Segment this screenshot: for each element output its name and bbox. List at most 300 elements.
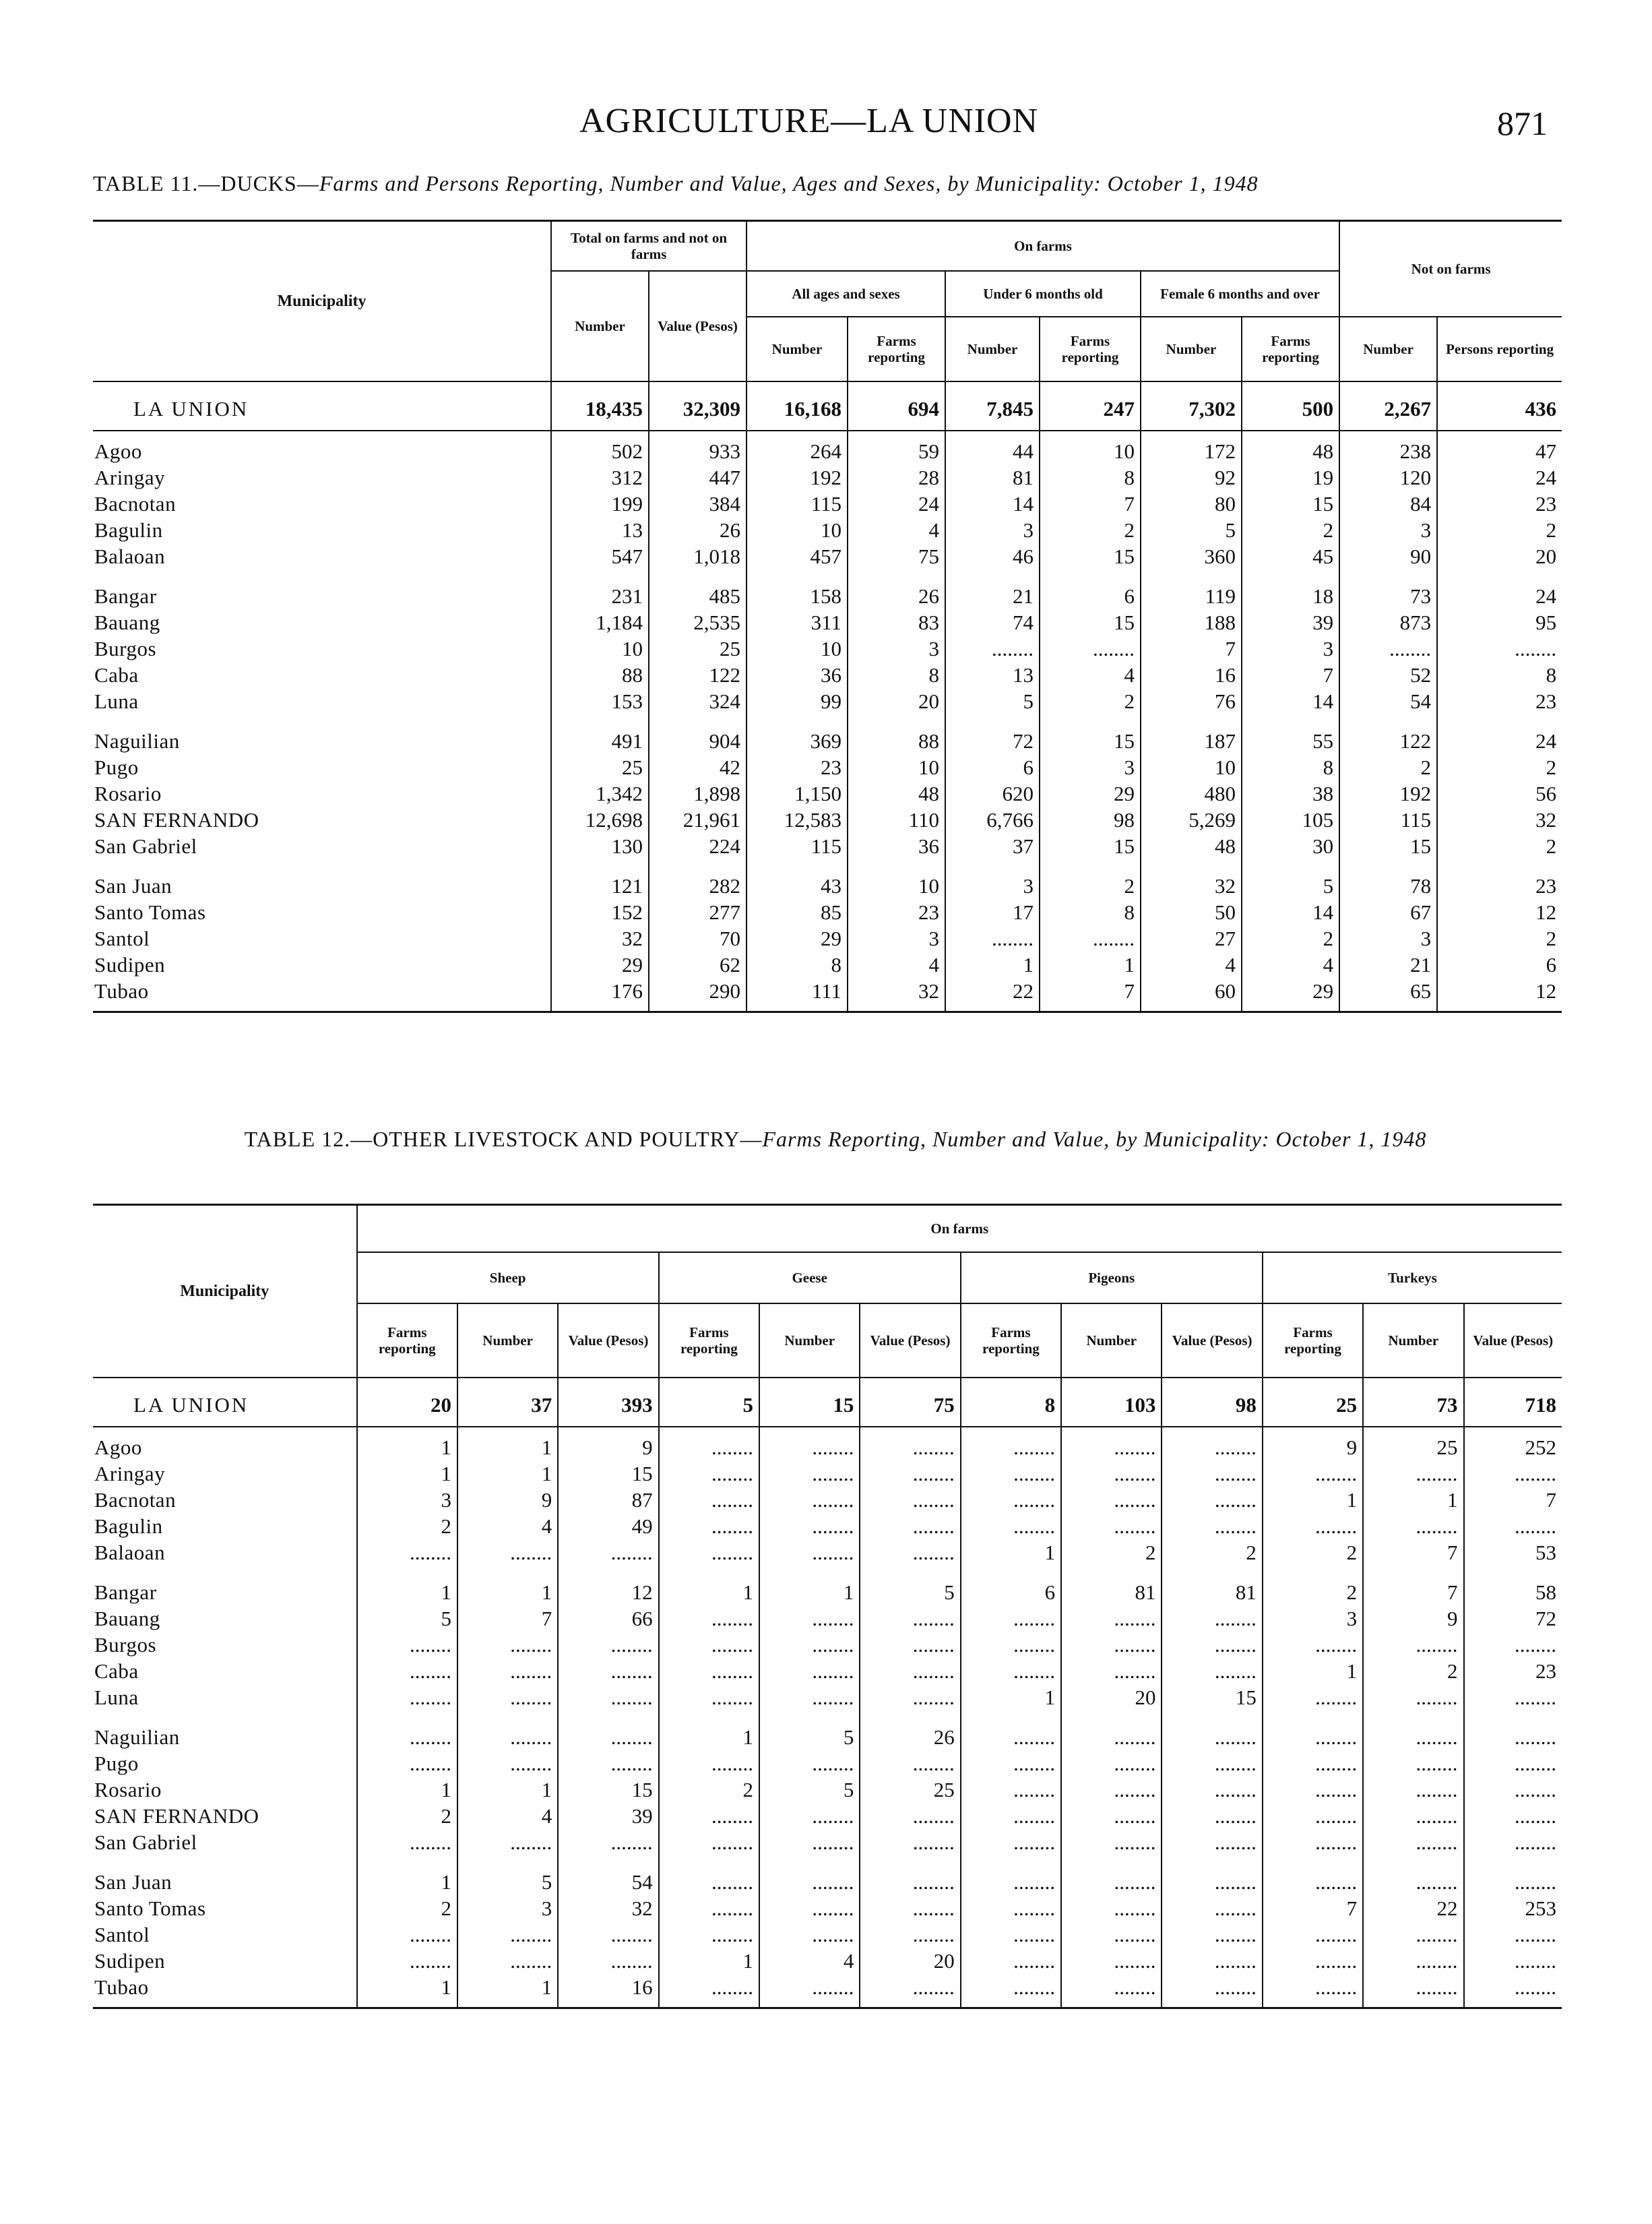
value-cell: ........ — [1464, 1632, 1562, 1658]
value-cell: 7,845 — [945, 381, 1040, 431]
value-cell: 7 — [1040, 978, 1141, 1012]
value-cell: 32 — [558, 1895, 658, 1921]
value-cell: 14 — [945, 491, 1040, 517]
value-cell: ........ — [961, 1460, 1061, 1487]
value-cell: 7 — [1464, 1487, 1562, 1513]
municipality-cell: Bauang — [94, 610, 160, 634]
table-row — [93, 833, 1562, 859]
geese-value-header: Value (Pesos) — [860, 1303, 960, 1378]
value-cell: 9 — [558, 1427, 658, 1460]
value-cell: 1 — [961, 1539, 1061, 1566]
value-cell: ........ — [1061, 1605, 1162, 1632]
value-cell: ........ — [1464, 1684, 1562, 1710]
value-cell: 12 — [1437, 899, 1562, 925]
value-cell: ........ — [457, 1539, 558, 1566]
value-cell: ........ — [860, 1460, 960, 1487]
value-cell: 19 — [1242, 464, 1339, 491]
table-row — [93, 1921, 1562, 1948]
value-cell: 718 — [1464, 1378, 1562, 1427]
value-cell: 16,168 — [746, 381, 848, 431]
value-cell: ........ — [1263, 1921, 1363, 1948]
value-cell: ........ — [558, 1632, 658, 1658]
value-cell: 25 — [1263, 1378, 1363, 1427]
value-cell: ........ — [1363, 1829, 1463, 1855]
municipality-cell: Caba — [94, 1659, 139, 1683]
value-cell: ........ — [1263, 1948, 1363, 1974]
value-cell: 29 — [1242, 978, 1339, 1012]
value-cell: 199 — [551, 491, 649, 517]
value-cell: 23 — [746, 754, 848, 780]
value-cell: 1 — [457, 1427, 558, 1460]
value-cell: 393 — [558, 1378, 658, 1427]
value-cell: ........ — [1162, 1974, 1262, 2008]
under-6-farms-header: Farms reporting — [1040, 317, 1141, 381]
value-cell: ........ — [1363, 1855, 1463, 1895]
value-cell: 67 — [1339, 899, 1437, 925]
value-cell: 39 — [1242, 609, 1339, 636]
value-cell: 2 — [1162, 1539, 1262, 1566]
municipality-cell: Pugo — [94, 1751, 139, 1775]
value-cell: ........ — [759, 1855, 860, 1895]
value-cell: 20 — [1437, 543, 1562, 569]
value-cell: 8 — [746, 952, 848, 978]
value-cell: ........ — [357, 1750, 457, 1777]
value-cell: 29 — [551, 952, 649, 978]
value-cell: 2,535 — [649, 609, 746, 636]
value-cell: 23 — [1437, 859, 1562, 899]
value-cell: 4 — [759, 1948, 860, 1974]
value-cell: 5 — [1242, 859, 1339, 899]
value-cell: 1 — [659, 1948, 759, 1974]
value-cell: 10 — [746, 517, 848, 543]
value-cell: ........ — [1263, 1632, 1363, 1658]
value-cell: ........ — [1162, 1487, 1262, 1513]
value-cell: 1 — [457, 1777, 558, 1803]
value-cell: 491 — [551, 714, 649, 754]
value-cell: 277 — [649, 899, 746, 925]
value-cell: ........ — [1162, 1632, 1262, 1658]
municipality-cell: Aringay — [94, 1461, 166, 1485]
value-cell: ........ — [659, 1684, 759, 1710]
value-cell: 99 — [746, 688, 848, 714]
value-cell: 502 — [551, 431, 649, 464]
municipality-cell: Bacnotan — [94, 491, 177, 516]
value-cell: 23 — [1437, 688, 1562, 714]
value-cell: ........ — [1040, 925, 1141, 952]
value-cell: 98 — [1162, 1378, 1262, 1427]
value-cell: 6,766 — [945, 807, 1040, 833]
value-cell: 12 — [558, 1566, 658, 1605]
value-cell: 8 — [1040, 899, 1141, 925]
value-cell: ........ — [860, 1921, 960, 1948]
value-cell: ........ — [1162, 1855, 1262, 1895]
table-row — [93, 1684, 1562, 1710]
value-cell: 5,269 — [1141, 807, 1242, 833]
municipality-cell: Agoo — [94, 1435, 142, 1459]
value-cell: ........ — [1464, 1513, 1562, 1539]
value-cell: ........ — [860, 1803, 960, 1829]
not-on-farms-persons-header: Persons reporting — [1437, 317, 1562, 381]
value-cell: 50 — [1141, 899, 1242, 925]
value-cell: 1,184 — [551, 609, 649, 636]
value-cell: ........ — [1061, 1658, 1162, 1684]
value-cell: 32 — [848, 978, 945, 1012]
value-cell: 8 — [961, 1378, 1061, 1427]
value-cell: ........ — [860, 1895, 960, 1921]
value-cell: ........ — [1437, 636, 1562, 662]
value-cell: ........ — [357, 1829, 457, 1855]
value-cell: ........ — [961, 1855, 1061, 1895]
municipality-cell: Naguilian — [94, 1725, 180, 1749]
value-cell: 10 — [848, 754, 945, 780]
value-cell: 115 — [746, 491, 848, 517]
value-cell: 12,698 — [551, 807, 649, 833]
value-cell: 25 — [1363, 1427, 1463, 1460]
value-cell: 75 — [848, 543, 945, 569]
value-cell: 2 — [1437, 517, 1562, 543]
value-cell: 121 — [551, 859, 649, 899]
value-cell: ........ — [759, 1632, 860, 1658]
table-11-caption-label: TABLE 11.—DUCKS— — [93, 171, 319, 195]
value-cell: 369 — [746, 714, 848, 754]
value-cell: 10 — [1141, 754, 1242, 780]
value-cell: 7 — [1141, 636, 1242, 662]
value-cell: 24 — [1437, 569, 1562, 609]
value-cell: 2 — [1363, 1658, 1463, 1684]
pigeons-value-header: Value (Pesos) — [1162, 1303, 1262, 1378]
female-number-header: Number — [1141, 317, 1242, 381]
table-row — [93, 1605, 1562, 1632]
value-cell: ........ — [558, 1948, 658, 1974]
value-cell: 324 — [649, 688, 746, 714]
value-cell: ........ — [457, 1710, 558, 1750]
value-cell: ........ — [457, 1921, 558, 1948]
value-cell: 6 — [1040, 569, 1141, 609]
value-cell: ........ — [1061, 1427, 1162, 1460]
value-cell: 2 — [1437, 925, 1562, 952]
value-cell: 10 — [746, 636, 848, 662]
value-cell: 7,302 — [1141, 381, 1242, 431]
value-cell: 10 — [1040, 431, 1141, 464]
value-cell: 224 — [649, 833, 746, 859]
value-cell: ........ — [1464, 1921, 1562, 1948]
value-cell: ........ — [1363, 1684, 1463, 1710]
value-cell: 5 — [659, 1378, 759, 1427]
municipality-cell: SAN FERNANDO — [94, 1803, 259, 1828]
value-cell: 3 — [848, 636, 945, 662]
value-cell: ........ — [961, 1658, 1061, 1684]
value-cell: 81 — [945, 464, 1040, 491]
value-cell: ........ — [1464, 1855, 1562, 1895]
table-row — [93, 1777, 1562, 1803]
under-6-months-header: Under 6 months old — [945, 271, 1141, 317]
value-cell: 172 — [1141, 431, 1242, 464]
municipality-header: Municipality — [93, 221, 551, 381]
value-cell: 52 — [1339, 662, 1437, 688]
value-cell: ........ — [759, 1974, 860, 2008]
value-cell: 4 — [457, 1513, 558, 1539]
value-cell: ........ — [357, 1710, 457, 1750]
value-cell: ........ — [759, 1895, 860, 1921]
value-cell: ........ — [860, 1632, 960, 1658]
value-cell: 238 — [1339, 431, 1437, 464]
value-cell: ........ — [759, 1921, 860, 1948]
table-row — [93, 1513, 1562, 1539]
value-cell: ........ — [659, 1750, 759, 1777]
pigeons-header: Pigeons — [961, 1252, 1263, 1303]
value-cell: 1 — [457, 1460, 558, 1487]
value-cell: ........ — [1363, 1974, 1463, 2008]
value-cell: 500 — [1242, 381, 1339, 431]
value-cell: ........ — [659, 1632, 759, 1658]
table-11-caption — [93, 168, 1562, 198]
table-12-caption-text: Farms Reporting, Number and Value, by Municipality: October 1, 1948 — [762, 1127, 1427, 1151]
value-cell: ........ — [558, 1750, 658, 1777]
value-cell: ........ — [659, 1539, 759, 1566]
value-cell: ........ — [860, 1974, 960, 2008]
value-cell: ........ — [961, 1632, 1061, 1658]
value-cell: 26 — [848, 569, 945, 609]
value-cell: 1 — [1363, 1487, 1463, 1513]
value-cell: 1 — [659, 1710, 759, 1750]
value-cell: 32 — [1437, 807, 1562, 833]
value-cell: 49 — [558, 1513, 658, 1539]
value-cell: ........ — [759, 1513, 860, 1539]
value-cell: ........ — [357, 1684, 457, 1710]
municipality-cell: Pugo — [94, 755, 139, 779]
value-cell: ........ — [1162, 1948, 1262, 1974]
value-cell: 12 — [1437, 978, 1562, 1012]
female-6-months-header: Female 6 months and over — [1141, 271, 1339, 317]
value-cell: 1 — [457, 1566, 558, 1605]
value-cell: 23 — [848, 899, 945, 925]
value-cell: 20 — [1061, 1684, 1162, 1710]
value-cell: 48 — [1242, 431, 1339, 464]
value-cell: 3 — [1339, 517, 1437, 543]
on-farms-header: On farms — [357, 1205, 1562, 1252]
value-cell: 115 — [746, 833, 848, 859]
geese-farms-reporting-header: Farms reporting — [659, 1303, 759, 1378]
value-cell: 485 — [649, 569, 746, 609]
value-cell: ........ — [961, 1803, 1061, 1829]
value-cell: 53 — [1464, 1539, 1562, 1566]
value-cell: ........ — [1363, 1513, 1463, 1539]
value-cell: 3 — [357, 1487, 457, 1513]
value-cell: ........ — [1263, 1513, 1363, 1539]
value-cell: 24 — [1437, 714, 1562, 754]
value-cell: 76 — [1141, 688, 1242, 714]
table-row — [93, 978, 1562, 1012]
total-group-header: Total on farms and not on farms — [551, 221, 746, 271]
under-6-number-header: Number — [945, 317, 1040, 381]
value-cell: ........ — [659, 1855, 759, 1895]
value-cell: 1 — [1263, 1658, 1363, 1684]
value-cell: 32,309 — [649, 381, 746, 431]
value-cell: ........ — [1162, 1605, 1262, 1632]
value-cell: ........ — [1061, 1513, 1162, 1539]
value-cell: ........ — [1464, 1777, 1562, 1803]
value-cell: 480 — [1141, 780, 1242, 807]
value-cell: ........ — [860, 1855, 960, 1895]
value-cell: ........ — [558, 1921, 658, 1948]
value-cell: ........ — [1061, 1974, 1162, 2008]
table-row — [93, 688, 1562, 714]
not-on-farms-number-header: Number — [1339, 317, 1437, 381]
value-cell: 4 — [848, 952, 945, 978]
geese-number-header: Number — [759, 1303, 860, 1378]
value-cell: ........ — [860, 1513, 960, 1539]
value-cell: ........ — [457, 1750, 558, 1777]
value-cell: 20 — [860, 1948, 960, 1974]
value-cell: 37 — [945, 833, 1040, 859]
value-cell: 24 — [1437, 464, 1562, 491]
not-on-farms-header: Not on farms — [1339, 221, 1562, 317]
all-ages-number-header: Number — [746, 317, 848, 381]
value-cell: 48 — [848, 780, 945, 807]
value-cell: 43 — [746, 859, 848, 899]
value-cell: 7 — [457, 1605, 558, 1632]
value-cell: 54 — [1339, 688, 1437, 714]
municipality-cell: San Juan — [94, 1870, 172, 1894]
table-row — [93, 543, 1562, 569]
value-cell: 264 — [746, 431, 848, 464]
municipality-cell: Tubao — [93, 1974, 357, 2008]
value-cell: 8 — [848, 662, 945, 688]
value-cell: ........ — [945, 925, 1040, 952]
page-header — [0, 101, 1652, 155]
value-cell: 6 — [961, 1566, 1061, 1605]
table-row — [93, 517, 1562, 543]
value-cell: ........ — [1363, 1750, 1463, 1777]
table-row — [93, 807, 1562, 833]
municipality-cell: Santo Tomas — [94, 900, 206, 924]
municipality-cell: San Gabriel — [94, 834, 197, 858]
value-cell: 88 — [551, 662, 649, 688]
value-cell: ........ — [558, 1829, 658, 1855]
value-cell: 46 — [945, 543, 1040, 569]
table-row — [93, 1750, 1562, 1777]
value-cell: ........ — [961, 1513, 1061, 1539]
value-cell: 81 — [1162, 1566, 1262, 1605]
value-cell: 8 — [1242, 754, 1339, 780]
value-cell: 26 — [860, 1710, 960, 1750]
female-farms-header: Farms reporting — [1242, 317, 1339, 381]
value-cell: ........ — [1464, 1750, 1562, 1777]
table-row — [93, 952, 1562, 978]
value-cell: ........ — [759, 1605, 860, 1632]
value-cell: 98 — [1040, 807, 1141, 833]
value-cell: 5 — [945, 688, 1040, 714]
value-cell: ........ — [961, 1777, 1061, 1803]
value-cell: ........ — [860, 1487, 960, 1513]
municipality-cell: Agoo — [94, 439, 142, 463]
value-cell: 9 — [1363, 1605, 1463, 1632]
value-cell: 7 — [1363, 1566, 1463, 1605]
value-cell: 84 — [1339, 491, 1437, 517]
value-cell: ........ — [357, 1658, 457, 1684]
value-cell: ........ — [961, 1974, 1061, 2008]
value-cell: 25 — [551, 754, 649, 780]
value-cell: 5 — [357, 1605, 457, 1632]
value-cell: 17 — [945, 899, 1040, 925]
value-cell: ........ — [457, 1632, 558, 1658]
value-cell: 1 — [457, 1974, 558, 2008]
value-cell: 85 — [746, 899, 848, 925]
value-cell: 15 — [1040, 609, 1141, 636]
municipality-cell: San Gabriel — [94, 1830, 197, 1854]
value-cell: 15 — [1162, 1684, 1262, 1710]
value-cell: ........ — [1339, 636, 1437, 662]
value-cell: ........ — [357, 1632, 457, 1658]
value-cell: 65 — [1339, 978, 1437, 1012]
value-cell: 122 — [1339, 714, 1437, 754]
turkeys-value-header: Value (Pesos) — [1464, 1303, 1562, 1378]
value-cell: ........ — [659, 1427, 759, 1460]
value-cell: 45 — [1242, 543, 1339, 569]
value-cell: 2 — [1061, 1539, 1162, 1566]
value-cell: 20 — [357, 1378, 457, 1427]
value-cell: ........ — [357, 1539, 457, 1566]
table-row — [93, 780, 1562, 807]
value-cell: ........ — [1162, 1710, 1262, 1750]
table-row — [93, 899, 1562, 925]
value-cell: ........ — [1162, 1921, 1262, 1948]
value-cell: ........ — [945, 636, 1040, 662]
value-cell: 24 — [848, 491, 945, 517]
value-cell: ........ — [1061, 1895, 1162, 1921]
value-cell: 111 — [746, 978, 848, 1012]
value-cell: 18,435 — [551, 381, 649, 431]
value-cell: 3 — [945, 859, 1040, 899]
value-cell: 873 — [1339, 609, 1437, 636]
value-cell: 1 — [357, 1974, 457, 2008]
value-cell: 933 — [649, 431, 746, 464]
value-cell: 2,267 — [1339, 381, 1437, 431]
value-cell: 384 — [649, 491, 746, 517]
value-cell: ........ — [659, 1895, 759, 1921]
table-row — [93, 569, 1562, 609]
value-cell: 38 — [1242, 780, 1339, 807]
geese-header: Geese — [659, 1252, 961, 1303]
table-11-caption-text: Farms and Persons Reporting, Number and Value, Ages and Sexes, by Municipality: October 1, 1948 — [319, 171, 1259, 195]
value-cell: 14 — [1242, 899, 1339, 925]
municipality-cell: Caba — [94, 662, 139, 687]
value-cell: ........ — [457, 1829, 558, 1855]
value-cell: 78 — [1339, 859, 1437, 899]
value-cell: 73 — [1363, 1378, 1463, 1427]
value-cell: ........ — [457, 1948, 558, 1974]
sheep-header: Sheep — [357, 1252, 659, 1303]
value-cell: ........ — [659, 1974, 759, 2008]
municipality-cell: Balaoan — [94, 544, 166, 568]
value-cell: 1,150 — [746, 780, 848, 807]
value-cell: 187 — [1141, 714, 1242, 754]
sheep-farms-reporting-header: Farms reporting — [357, 1303, 457, 1378]
value-cell: ........ — [1363, 1777, 1463, 1803]
value-cell: 192 — [1339, 780, 1437, 807]
value-cell: ........ — [1363, 1803, 1463, 1829]
municipality-cell: Balaoan — [94, 1540, 166, 1564]
value-cell: 153 — [551, 688, 649, 714]
value-cell: 15 — [558, 1460, 658, 1487]
value-cell: 1 — [759, 1566, 860, 1605]
value-cell: ........ — [1464, 1460, 1562, 1487]
value-cell: ........ — [860, 1605, 960, 1632]
value-cell: ........ — [961, 1487, 1061, 1513]
table-12-caption — [175, 1124, 1496, 1154]
value-cell: ........ — [659, 1487, 759, 1513]
table-row — [93, 464, 1562, 491]
